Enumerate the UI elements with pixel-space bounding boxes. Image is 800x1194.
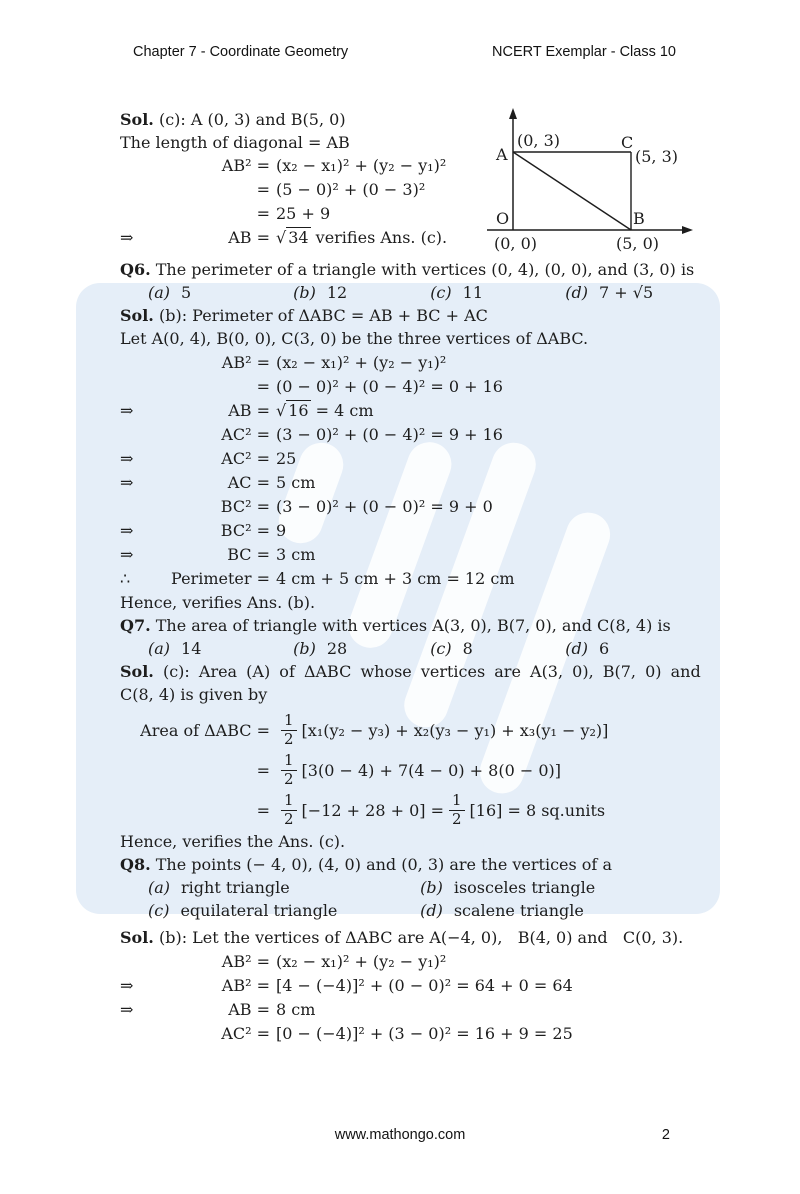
option-a [148,637,288,660]
therefore-symbol: ∴ [120,569,131,588]
eq-rhs: [3(0 − 4) + 7(4 − 0) + 8(0 − 0)] [301,760,561,780]
equation-line [120,154,682,178]
eq-lhs: AB² = [221,976,270,995]
eq-rhs: (0 − 0)² + (0 − 4)² = 0 + 16 [276,377,503,396]
eq-rhs: = 4 cm [310,401,374,420]
option-label: (a) [148,283,171,302]
option-text: 12 [326,283,348,302]
option-b [293,637,425,660]
diagram-coord-A: (0, 3) [517,131,561,150]
eq-lhs: BC² = [220,521,270,540]
option-a [148,281,288,304]
eq-rhs: (x₂ − x₁)² + (y₂ − y₁)² [276,156,447,175]
equation-line [120,998,682,1022]
q8-solution-intro [120,926,682,950]
eq-rhs: 8 cm [276,1000,316,1019]
sol-label: Sol. [120,306,154,325]
eq-rhs: verifies Ans. (c). [310,228,448,247]
equation-line [120,543,682,567]
implies-symbol: ⇒ [120,976,134,995]
eq-lhs: AB = [228,228,270,247]
q5-solution-line [120,131,682,154]
implies-symbol: ⇒ [120,1000,134,1019]
diagram-point-C: C [621,133,634,152]
eq-lhs: AB² = [221,952,270,971]
diagram-point-O: O [496,209,510,228]
option-label: (d) [565,639,589,658]
equation-line [120,375,682,399]
question-number: Q6. [120,260,151,279]
eq-rhs: (5 − 0)² + (0 − 3)² [276,180,426,199]
implies-symbol: ⇒ [120,521,134,540]
q8-options-row1 [120,876,682,899]
implies-symbol: ⇒ [120,545,134,564]
eq-rhs: [4 − (−4)]² + (0 − 0)² = 64 + 0 = 64 [276,976,573,995]
q7-options [120,637,682,660]
page-content [120,108,701,1046]
equation-line [120,423,682,447]
eq-lhs: AB² = [221,353,270,372]
eq-lhs: = [256,377,270,396]
implies-symbol: ⇒ [120,401,134,420]
option-c [430,637,560,660]
option-text: 11 [462,283,483,302]
option-d [420,899,584,922]
eq-rhs: (3 − 0)² + (0 − 4)² = 9 + 16 [276,425,503,444]
option-b [420,876,595,899]
eq-lhs: = [256,760,270,780]
option-text: 28 [326,639,348,658]
q8-question [120,853,682,876]
fraction [281,790,297,828]
q7-solution-line [120,683,682,706]
eq-rhs: [16] = 8 sq.units [469,800,606,820]
q6-question [120,258,695,281]
equation-line [120,567,682,591]
q7-question [120,614,682,637]
sol-text: (b): Let the vertices of ΔABC are A(−4, 0), B(4, 0) and C(0, 3). [153,928,684,947]
sol-text: (c): Area (A) of ΔABC whose vertices are A(3, 0), B(7, 0) and [153,662,701,681]
fraction [281,750,297,788]
eq-mid: [−12 + 28 + 0] = [301,800,444,820]
text-line: The length of diagonal = AB [120,133,350,152]
equation-line [120,226,682,250]
eq-rhs: [0 − (−4)]² + (3 − 0)² = 16 + 9 = 25 [276,1024,573,1043]
question-number: Q7. [120,616,151,635]
eq-rhs: (3 − 0)² + (0 − 0)² = 9 + 0 [276,497,493,516]
question-text: The points (− 4, 0), (4, 0) and (0, 3) are the vertices of a [150,855,612,874]
radicand: 34 [288,228,309,247]
eq-lhs: = [256,180,270,199]
equation-line-fraction [120,750,682,790]
option-b [293,281,425,304]
eq-rhs: [x₁(y₂ − y₃) + x₂(y₃ − y₁) + x₃(y₁ − y₂)] [301,720,609,740]
diagram-point-B: B [633,209,645,228]
option-label: (a) [148,639,171,658]
header-chapter-title: Chapter 7 - Coordinate Geometry [133,44,349,60]
sol-text: (c): A (0, 3) and B(5, 0) [153,110,346,129]
fraction-numerator: 1 [281,753,297,771]
eq-lhs: AC = [227,473,270,492]
eq-rhs: (x₂ − x₁)² + (y₂ − y₁)² [276,353,447,372]
option-label: (a) [148,878,171,897]
eq-lhs: AB = [228,1000,270,1019]
implies-symbol: ⇒ [120,473,134,492]
page-number: 2 [661,1127,670,1143]
sol-label: Sol. [120,662,154,681]
eq-rhs: 4 cm + 5 cm + 3 cm = 12 cm [276,569,515,588]
option-d [565,637,609,660]
option-text: isosceles triangle [453,878,596,897]
eq-rhs: 25 + 9 [276,204,331,223]
option-label: (b) [293,639,316,658]
eq-rhs: 9 [276,521,287,540]
fraction-denominator: 2 [284,729,294,748]
x-axis-arrow [682,226,693,234]
q8-options-row2 [120,899,682,922]
option-text: 5 [181,283,192,302]
fraction-numerator: 1 [449,793,465,811]
eq-lhs: Perimeter = [171,569,270,588]
option-d [565,281,653,304]
fraction-denominator: 2 [284,769,294,788]
footer-page-number [662,1127,670,1143]
eq-rhs: 5 cm [276,473,316,492]
diagram-coord-B: (5, 0) [616,234,660,253]
eq-lhs: AC² = [221,425,270,444]
equation-line [120,974,682,998]
equation-line-fraction [120,710,682,750]
eq-lhs: Area of ΔABC = [140,720,270,740]
eq-rhs: 25 [276,449,297,468]
diagram-point-A: A [496,145,508,164]
text-line: Hence, verifies Ans. (b). [120,593,316,612]
fraction-denominator: 2 [284,809,294,828]
implies-symbol: ⇒ [120,228,134,247]
sol-text: (b): Perimeter of ΔABC = AB + BC + AC [153,306,488,325]
equation-line [120,495,682,519]
q7-solution-intro [120,660,701,683]
option-text: scalene triangle [453,901,584,920]
q5-solution-intro [120,108,682,131]
eq-lhs: AB = [228,401,270,420]
equation-line-fraction [120,790,682,830]
q6-solution-line [120,327,682,351]
option-a [148,876,415,899]
eq-lhs: AC² = [221,449,270,468]
radicand: 16 [288,401,309,420]
sqrt-sign: √ [276,228,287,247]
option-c [148,899,415,922]
question-text: The perimeter of a triangle with vertices (0, 4), (0, 0), and (3, 0) is [150,260,695,279]
sqrt-sign: √ [276,401,287,420]
site-url: www.mathongo.com [334,1127,466,1143]
q6-options [120,281,682,304]
eq-lhs: = [256,204,270,223]
option-label: (c) [148,901,170,920]
option-c [430,281,560,304]
option-text: right triangle [181,878,290,897]
equation-line [120,351,682,375]
fraction [281,710,297,748]
text-line: C(8, 4) is given by [120,685,268,704]
equation-line [120,519,682,543]
page-header [133,44,676,60]
text-line: Hence, verifies the Ans. (c). [120,832,346,851]
fraction-numerator: 1 [281,793,297,811]
option-label: (c) [430,283,452,302]
option-text: 8 [462,639,473,658]
fraction [449,790,465,828]
option-label: (b) [293,283,316,302]
question-number: Q8. [120,855,151,874]
fraction-denominator: 2 [451,809,462,828]
equation-line [120,178,682,202]
eq-lhs: AC² = [221,1024,270,1043]
equation-line [120,447,682,471]
text-line: Let A(0, 4), B(0, 0), C(3, 0) be the three vertices of ΔABC. [120,329,589,348]
implies-symbol: ⇒ [120,449,134,468]
question-text: The area of triangle with vertices A(3, 0), B(7, 0), and C(8, 4) is [150,616,671,635]
q7-hence-line [120,830,682,853]
sol-label: Sol. [120,110,154,129]
header-book-title: NCERT Exemplar - Class 10 [492,44,676,60]
footer-site-url [0,1127,800,1143]
sol-label: Sol. [120,928,154,947]
option-text: 7 + √5 [599,283,654,302]
option-label: (c) [430,639,452,658]
equation-line [120,202,682,226]
equation-line [120,950,682,974]
eq-lhs: BC² = [220,497,270,516]
eq-rhs: 3 cm [276,545,316,564]
fraction-numerator: 1 [281,713,297,731]
option-label: (d) [565,283,589,302]
option-text: 14 [181,639,202,658]
equation-line [120,471,682,495]
option-text: equilateral triangle [180,901,338,920]
option-text: 6 [599,639,610,658]
equation-line [120,1022,682,1046]
option-label: (d) [420,901,443,920]
eq-lhs: BC = [227,545,270,564]
equation-line [120,399,682,423]
option-label: (b) [420,878,443,897]
eq-lhs: AB² = [221,156,270,175]
diagram-coord-O: (0, 0) [494,234,538,253]
q6-hence-line [120,591,682,614]
eq-lhs: = [256,800,270,820]
diagram-coord-C: (5, 3) [635,147,679,166]
q6-solution-intro [120,304,682,327]
eq-rhs: (x₂ − x₁)² + (y₂ − y₁)² [276,952,447,971]
